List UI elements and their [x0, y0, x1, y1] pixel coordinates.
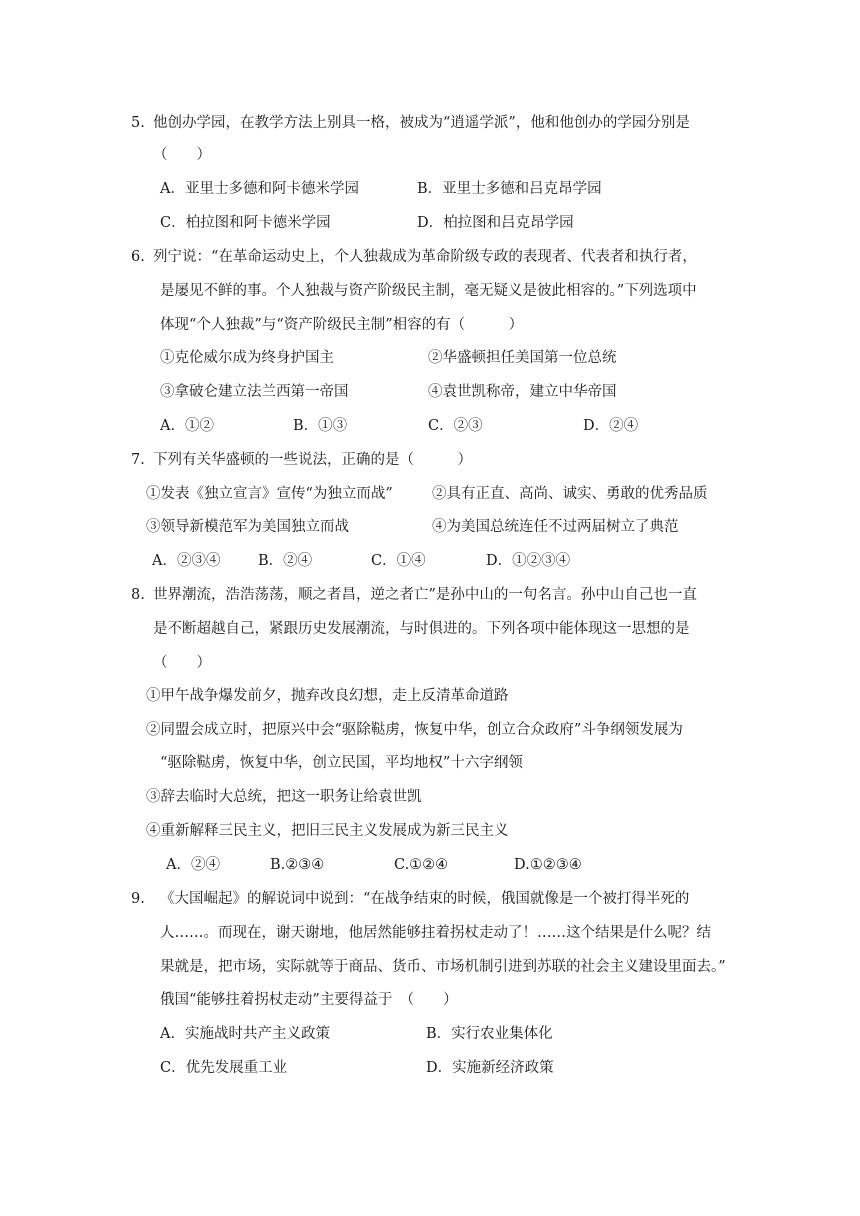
statement-1: ①发表《独立宣言》宣传“为独立而战” — [146, 486, 393, 502]
option-a: A．②④ — [166, 857, 220, 873]
option-c: C．柏拉图和阿卡德米学园 — [160, 215, 331, 231]
question-number: 9. — [131, 891, 145, 907]
option-a: A．亚里士多德和阿卡德米学园 — [160, 181, 359, 197]
option-d: D．②④ — [583, 418, 639, 434]
option-d: D．柏拉图和吕克昂学园 — [417, 215, 574, 231]
question-stem-line: 俄国“能够拄着拐杖走动”主要得益于 （ ） — [160, 992, 458, 1008]
question-stem-line: 《大国崛起》的解说词中说到：“在战争结束的时候，俄国就像是一个被打得半死的 — [160, 891, 690, 907]
question-number: 6. — [131, 249, 145, 265]
question-stem-line: 下列有关华盛顿的一些说法，正确的是（ ） — [153, 452, 472, 468]
option-d: D．实施新经济政策 — [426, 1060, 554, 1076]
question-stem-line: 他创办学园，在教学方法上别具一格，被成为“逍遥学派”，他和他创办的学园分别是 — [153, 115, 690, 131]
statement-1: ①克伦威尔成为终身护国主 — [160, 350, 334, 366]
question-stem-line: （ ） — [153, 147, 211, 163]
option-a: A．①② — [160, 418, 214, 434]
question-number: 7. — [131, 452, 145, 468]
question-stem-line: （ ） — [153, 655, 211, 671]
statement-1: ①甲午战争爆发前夕，抛弃改良幻想，走上反清革命道路 — [146, 688, 509, 704]
statement-2: ②具有正直、高尚、诚实、勇敢的优秀品质 — [432, 486, 708, 502]
question-stem-line: 体现“个人独裁”与“资产阶级民主制”相容的有（ ） — [160, 317, 524, 333]
option-a: A．②③④ — [152, 553, 221, 569]
option-b: B．②④ — [258, 553, 313, 569]
question-stem-line: 是不断超越自己，紧跟历史发展潮流，与时俱进的。下列各项中能体现这一思想的是 — [153, 621, 690, 637]
question-stem-line: 列宁说：“在革命运动史上，个人独裁成为革命阶级专政的表现者、代表者和执行者， — [153, 249, 697, 265]
question-number: 5. — [131, 115, 145, 131]
question-stem-line: 世界潮流，浩浩荡荡，顺之者昌，逆之者亡”是孙中山的一句名言。孙中山自己也一直 — [153, 587, 697, 603]
question-number: 8. — [131, 587, 145, 603]
statement-2-continued: “驱除鞑虏，恢复中华，创立民国，平均地权”十六字纲领 — [160, 755, 523, 771]
option-b: B．①③ — [293, 418, 348, 434]
option-d: D．①②③④ — [486, 553, 571, 569]
statement-3: ③辞去临时大总统，把这一职务让给袁世凯 — [146, 789, 422, 805]
option-c: C．②③ — [428, 418, 483, 434]
option-b: B．亚里士多德和吕克昂学园 — [417, 181, 602, 197]
option-c: C.①②④ — [394, 857, 449, 873]
statement-2: ②华盛顿担任美国第一位总统 — [428, 350, 617, 366]
statement-2: ②同盟会成立时，把原兴中会“驱除鞑虏，恢复中华，创立合众政府”斗争纲领发展为 — [146, 722, 683, 738]
option-c: C．①④ — [371, 553, 426, 569]
statement-4: ④重新解释三民主义，把旧三民主义发展成为新三民主义 — [146, 823, 509, 839]
statement-4: ④袁世凯称帝，建立中华帝国 — [428, 384, 617, 400]
statement-3: ③拿破仑建立法兰西第一帝国 — [160, 384, 349, 400]
question-stem-line: 是屡见不鲜的事。个人独裁与资产阶级民主制，毫无疑义是彼此相容的。”下列选项中 — [160, 283, 697, 299]
option-a: A．实施战时共产主义政策 — [160, 1026, 330, 1042]
question-stem-line: 人……。而现在，谢天谢地，他居然能够拄着拐杖走动了！……这个结果是什么呢？结 — [160, 925, 711, 941]
option-b: B．实行农业集体化 — [426, 1026, 553, 1042]
question-stem-line: 果就是，把市场，实际就等于商品、货币、市场机制引进到苏联的社会主义建设里面去。” — [160, 959, 726, 975]
option-c: C．优先发展重工业 — [160, 1060, 288, 1076]
statement-3: ③领导新模范军为美国独立而战 — [146, 519, 349, 535]
option-d: D.①②③④ — [514, 857, 582, 873]
statement-4: ④为美国总统连任不过两届树立了典范 — [432, 519, 679, 535]
option-b: B.②③④ — [270, 857, 325, 873]
